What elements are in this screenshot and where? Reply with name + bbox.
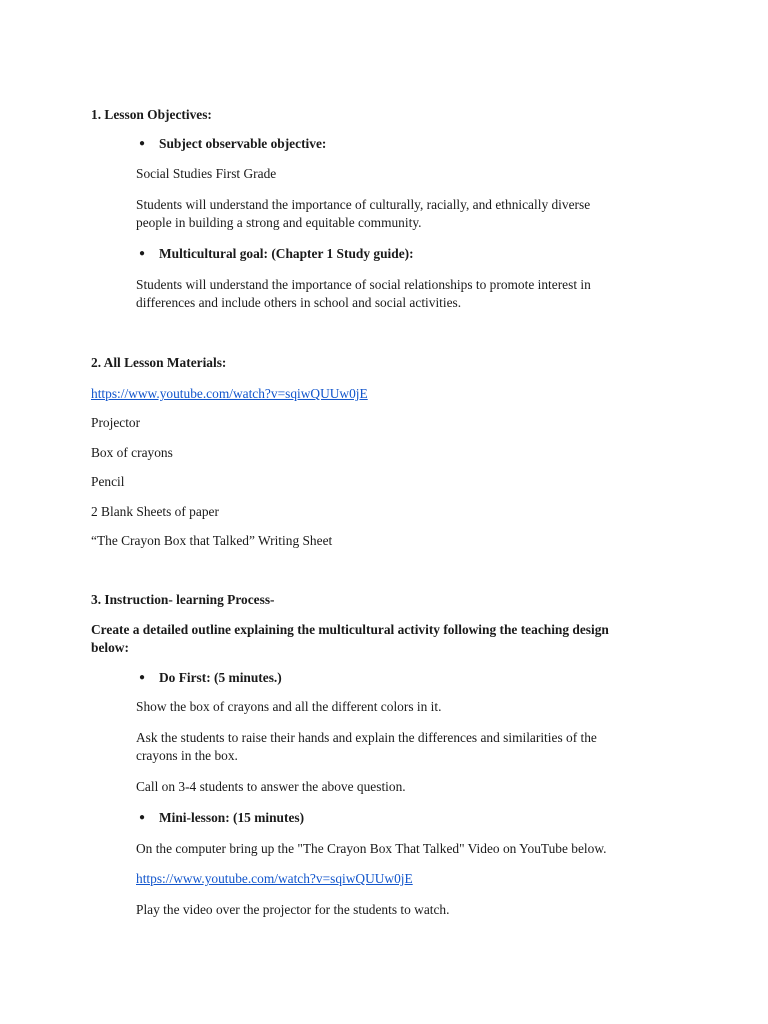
material-item: 2 Blank Sheets of paper: [91, 504, 219, 519]
bullet-multicultural-goal: Multicultural goal: (Chapter 1 Study guide):: [159, 246, 414, 261]
section-heading-objectives: 1. Lesson Objectives:: [91, 107, 212, 122]
bullet-mini-lesson: Mini-lesson: (15 minutes): [159, 810, 305, 825]
bullet-subject-objective: Subject observable objective:: [159, 136, 327, 151]
material-item: “The Crayon Box that Talked” Writing Sheet: [91, 533, 333, 548]
bullet-icon: ●: [139, 248, 146, 259]
do-first-line: Ask the students to raise their hands and explain the differences and similarities of the: [136, 730, 597, 745]
do-first-text: Show the box of crayons and all the different colors in it.: [136, 699, 442, 714]
goal-line: differences and include others in school and social activities.: [136, 295, 462, 310]
section-heading-instruction: 3. Instruction- learning Process-: [91, 592, 275, 607]
do-first-text: Call on 3-4 students to answer the above question.: [136, 779, 406, 794]
bullet-icon: ●: [139, 812, 146, 823]
goal-line: Students will understand the importance of social relationships to promote interest in: [136, 277, 591, 292]
mini-lesson-text: On the computer bring up the "The Crayon Box That Talked" Video on YouTube below.: [136, 841, 607, 856]
subject-text: Social Studies First Grade: [136, 166, 277, 181]
instruction-intro-line: Create a detailed outline explaining the multicultural activity following the teaching design: [91, 622, 609, 637]
section-heading-materials: 2. All Lesson Materials:: [91, 355, 227, 370]
mini-lesson-text: Play the video over the projector for the students to watch.: [136, 902, 450, 917]
materials-video-link[interactable]: https://www.youtube.com/watch?v=sqiwQUUw0jE: [91, 386, 368, 401]
bullet-icon: ●: [139, 138, 146, 149]
do-first-line: crayons in the box.: [136, 748, 238, 763]
objective-line: Students will understand the importance of culturally, racially, and ethnically diverse: [136, 197, 591, 212]
material-item: Pencil: [91, 474, 125, 489]
mini-lesson-video-link[interactable]: https://www.youtube.com/watch?v=sqiwQUUw0jE: [136, 871, 413, 886]
instruction-intro-line: below:: [91, 640, 129, 655]
material-item: Box of crayons: [91, 445, 173, 460]
bullet-do-first: Do First: (5 minutes.): [159, 670, 282, 685]
bullet-icon: ●: [139, 672, 146, 683]
material-item: Projector: [91, 415, 141, 430]
objective-line: people in building a strong and equitable community.: [136, 215, 422, 230]
